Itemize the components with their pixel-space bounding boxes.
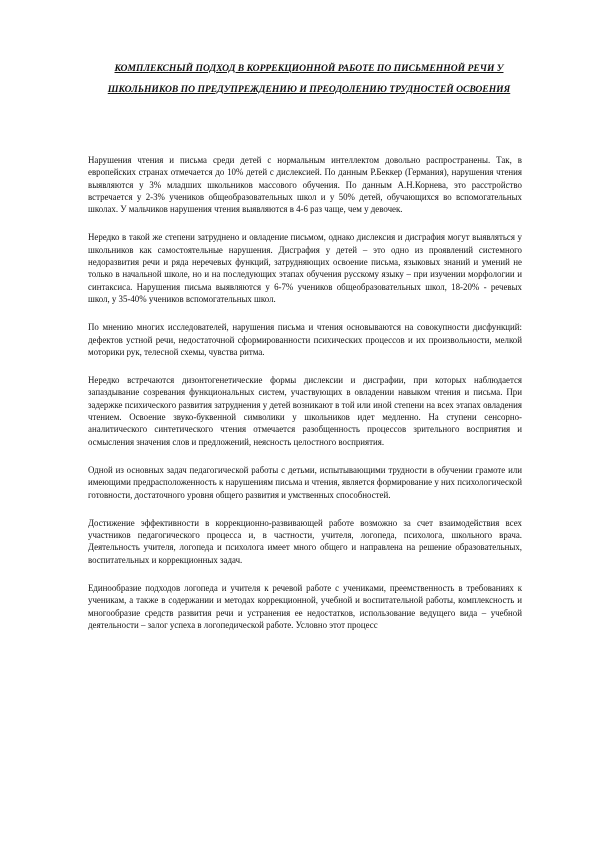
paragraph: Единообразие подходов логопеда и учителя к речевой работе с учениками, преемственность в требованиях к ученикам, а также в содержании и методах коррекционной, учебной и воспитательной работы, комплексность и многообразие средств развития речи и устранения ее недостатков, использование ведущего вида – учебной деятельности – залог успеха в логопедической работе. Условно этот процесс bbox=[88, 583, 522, 630]
paragraph: Нарушения чтения и письма среди детей с нормальным интеллектом довольно распространены. Так, в европейских странах отмечается до 10% детей с дислексией. По данным Р.Беккер (Германия), нарушения чтения выявляются у 3% младших школьников массового обучения. По данным А.Н.Корнева, это расстройство встречается у 2-3% учеников общеобразовательных школ и у 50% детей, обучающихся во вспомогательных школах. У мальчиков нарушения чтения выявляются в 4-6 раз чаще, чем у девочек. bbox=[88, 155, 522, 215]
document-body bbox=[88, 154, 522, 647]
paragraph: Одной из основных задач педагогической работы с детьми, испытывающими трудности в обучении грамоте или имеющими предрасположенность к нарушениям письма и чтения, является формирование у них психологической готовности, достаточного уровня общего развития и умственных способностей. bbox=[88, 464, 522, 500]
paragraph: Нередко в такой же степени затруднено и овладение письмом, однако дислексия и дисграфия могут выявляться у школьников как самостоятельные нарушения. Дисграфия у детей – это одно из проявлений системного недоразвития речи и ряда неречевых функций, затрудняющих освоение письма, языковых знаний и умений не только в начальной школе, но и на последующих этапах обучения русскому языку – при изучении морфологии и синтаксиса. Нарушения письма выявляются у 6-7% учеников общеобразовательных школ, 18-20% - речевых школ, у 35-40% учеников вспомогательных школ. bbox=[88, 232, 522, 304]
paragraph: По мнению многих исследователей, нарушения письма и чтения основываются на совокупности дисфункций: дефектов устной речи, недостаточной сформированности психических процессов и их произвольности, мелкой моторики рук, телесной схемы, чувства ритма. bbox=[88, 322, 522, 357]
document-title: КОМПЛЕКСНЫЙ ПОДХОД В КОРРЕКЦИОННОЙ РАБОТЕ ПО ПИСЬМЕННОЙ РЕЧИ У ШКОЛЬНИКОВ ПО ПРЕДУПРЕЖДЕНИЮ И ПРЕОДОЛЕНИЮ ТРУДНОСТЕЙ ОСВОЕНИЯ bbox=[107, 63, 511, 95]
paragraph: Достижение эффективности в коррекционно-развивающей работе возможно за счет взаимодействия всех участников педагогического процесса и, в частности, учителя, логопеда, психолога, школьного врача. Деятельность учителя, логопеда и психолога имеет много общего и направлена на решение образовательных, воспитательных и коррекционных задач. bbox=[88, 517, 522, 565]
paragraph: Нередко встречаются дизонтогенетические формы дислексии и дисграфии, при которых наблюдается запаздывание созревания функциональных систем, участвующих в овладении навыком чтения и письма. При задержке психического развития затруднения у детей возникают в той или иной степени на всех этапах овладения чтением. Освоение звуко-буквенной символики у школьников идет медленно. На ступени сенсорно-аналитического синтетического чтения отмечается разобщенность процессов зрительного восприятия и осмысления значения слов и предложений, неясность целостного восприятия. bbox=[88, 375, 522, 447]
